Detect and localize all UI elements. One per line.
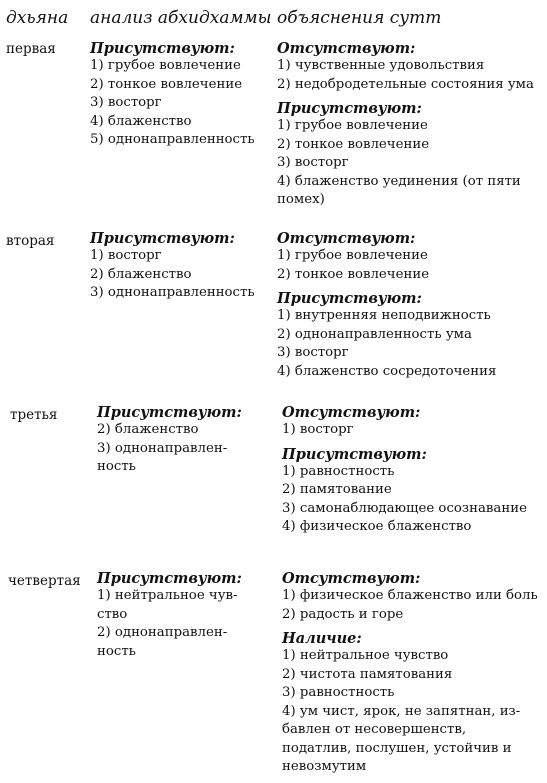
list-item: 1) физическое блаженство или боль bbox=[282, 588, 538, 603]
group-title: Присутствуют: bbox=[90, 40, 235, 57]
list-item: 2) тонкое вовлечение bbox=[277, 266, 430, 282]
list-item: 5) однонаправленность bbox=[90, 132, 255, 147]
sutta-present-group bbox=[277, 100, 539, 210]
abhidhamma-present-group bbox=[97, 570, 247, 661]
list-item: 2) радость и горе bbox=[282, 606, 404, 622]
abhidhamma-cell bbox=[97, 570, 247, 667]
list-item: 1) чувственные удовольствия bbox=[277, 58, 485, 73]
list-item: 1) равностность bbox=[282, 463, 395, 479]
list-item: 4) ум чист, ярок, не запятнан, из-бавлен от несовершенств, податлив, послушен, устойчив и невозмутим bbox=[282, 703, 521, 774]
sutta-cell bbox=[277, 40, 539, 216]
header-abhidhamma: анализ абхидхаммы bbox=[90, 8, 272, 28]
list-item: 2) однонаправлен-ность bbox=[97, 625, 228, 659]
group-title: Отсутствуют: bbox=[282, 404, 421, 421]
list-item: 4) физическое блаженство bbox=[282, 519, 472, 534]
list-item: 3) самонаблюдающее осознавание bbox=[282, 500, 527, 516]
list-item: 1) грубое вовлечение bbox=[277, 118, 428, 133]
list-item: 3) равностность bbox=[282, 685, 395, 700]
jhana-name: вторая bbox=[6, 233, 55, 249]
abhidhamma-cell bbox=[90, 230, 270, 309]
list-item: 3) однонаправлен-ность bbox=[97, 440, 228, 474]
list-item: 1) нейтральное чувство bbox=[282, 648, 449, 663]
list-item: 1) восторг bbox=[90, 248, 162, 263]
abhidhamma-present-group bbox=[97, 404, 247, 477]
list-item: 3) восторг bbox=[90, 95, 162, 110]
list-item: 2) однонаправленность ума bbox=[277, 326, 472, 342]
group-title: Присутствуют: bbox=[97, 404, 242, 421]
abhidhamma-present-group bbox=[90, 230, 270, 303]
group-title: Присутствуют: bbox=[97, 570, 242, 587]
list-item: 2) недобродетельные состояния ума bbox=[277, 76, 534, 92]
group-title: Присутствуют: bbox=[282, 445, 427, 463]
sutta-present-group bbox=[282, 446, 544, 537]
sutta-cell bbox=[282, 404, 544, 543]
group-title: Присутствуют: bbox=[277, 100, 422, 117]
list-item: 3) восторг bbox=[277, 345, 349, 360]
group-title: Присутствуют: bbox=[277, 290, 422, 307]
list-item: 1) восторг bbox=[282, 422, 354, 437]
sutta-absent-group bbox=[277, 230, 539, 284]
list-item: 1) грубое вовлечение bbox=[277, 248, 428, 263]
jhana-name: первая bbox=[6, 41, 56, 57]
sutta-present-group bbox=[277, 290, 539, 381]
group-title: Присутствуют: bbox=[90, 230, 235, 247]
list-item: 4) блаженство bbox=[90, 113, 192, 129]
abhidhamma-cell bbox=[97, 404, 247, 483]
list-item: 1) нейтральное чув-ство bbox=[97, 588, 238, 622]
sutta-cell bbox=[277, 230, 539, 387]
header-jhana: дхьяна bbox=[6, 8, 69, 28]
group-title: Отсутствуют: bbox=[277, 40, 416, 57]
list-item: 3) восторг bbox=[277, 155, 349, 170]
list-item: 3) однонаправленность bbox=[90, 285, 255, 300]
abhidhamma-present-group bbox=[90, 40, 270, 150]
jhana-name: четвертая bbox=[8, 573, 81, 589]
list-item: 1) грубое вовлечение bbox=[90, 58, 241, 73]
group-title: Наличие: bbox=[282, 630, 362, 647]
abhidhamma-cell bbox=[90, 40, 270, 156]
group-title: Отсутствуют: bbox=[277, 230, 416, 247]
group-title: Отсутствуют: bbox=[282, 570, 421, 587]
sutta-absent-group bbox=[282, 404, 544, 440]
sutta-cell bbox=[282, 570, 540, 783]
sutta-absent-group bbox=[277, 40, 539, 94]
list-item: 4) блаженство уединения (от пяти помех) bbox=[277, 173, 521, 207]
sutta-presence-group bbox=[282, 630, 540, 777]
list-item: 2) тонкое вовлечение bbox=[277, 136, 430, 152]
list-item: 2) тонкое вовлечение bbox=[90, 76, 243, 92]
list-item: 2) чистота памятования bbox=[282, 666, 453, 682]
list-item: 2) блаженство bbox=[97, 422, 199, 437]
list-item: 4) блаженство сосредоточения bbox=[277, 363, 497, 379]
jhana-name: третья bbox=[10, 407, 58, 423]
sutta-absent-group bbox=[282, 570, 540, 624]
list-item: 1) внутренняя неподвижность bbox=[277, 308, 491, 323]
list-item: 2) блаженство bbox=[90, 266, 192, 282]
list-item: 2) памятование bbox=[282, 482, 392, 497]
header-sutta: объяснения сутт bbox=[277, 8, 442, 28]
